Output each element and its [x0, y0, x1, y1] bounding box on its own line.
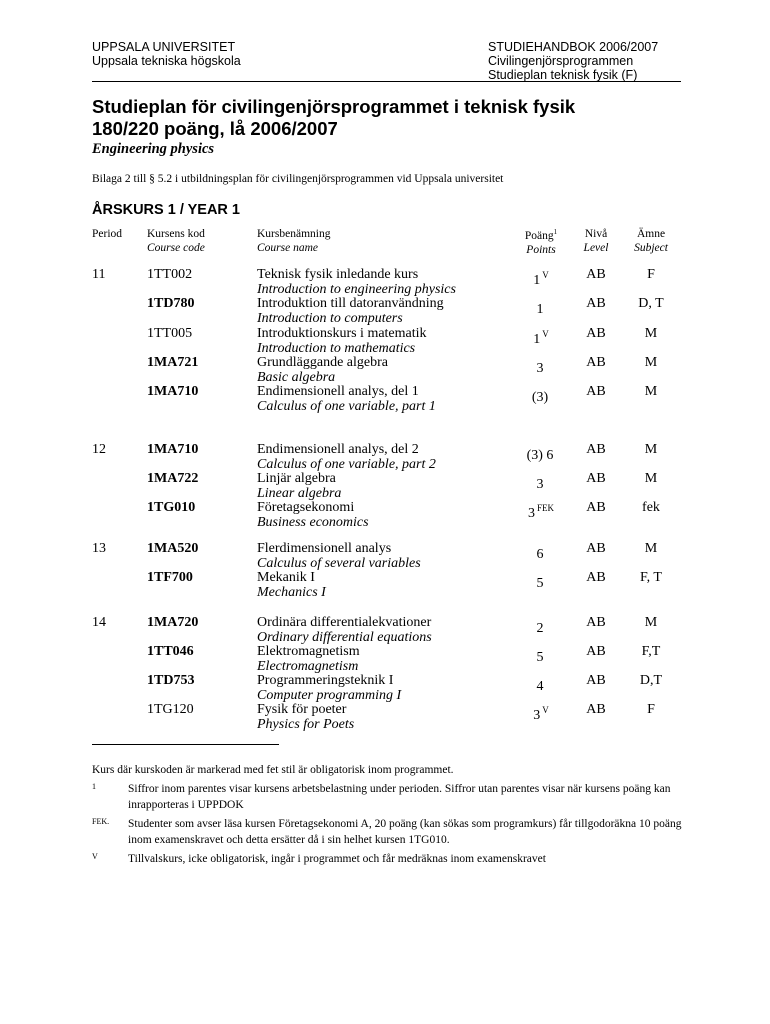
col-points-label-en: Points — [526, 243, 556, 256]
course-subject: M — [644, 442, 658, 457]
handbook-title: STUDIEHANDBOK 2006/2007 — [488, 40, 659, 54]
course-name-en: Business economics — [257, 514, 369, 530]
course-name-sv: Flerdimensionell analys — [257, 541, 392, 556]
footnote-text: Studenter som avser läsa kursen Företagsekonomi A, 20 poäng (kan sökas som programkurs) får tillgodoräkna 10 poäng inom examenskravet och detta ersätter då i sin helhet kursen 1TG010. — [128, 818, 682, 846]
course-name — [257, 645, 517, 675]
col-header-code — [147, 227, 205, 255]
header-left — [92, 40, 241, 68]
course-name-en: Introduction to mathematics — [257, 340, 416, 356]
course-code: 1TD753 — [147, 673, 195, 688]
course-code: 1MA710 — [147, 384, 199, 399]
course-name-sv: Teknisk fysik inledande kurs — [257, 267, 419, 282]
footnote-text: Siffror inom parentes visar kursens arbetsbelastning under perioden. Siffror utan parentes visar när kursens poäng kan inrapporteras i UPPDOK — [128, 783, 671, 811]
course-level: AB — [586, 471, 606, 486]
program-name: Civilingenjörsprogrammen — [488, 54, 634, 68]
col-subject-label-sv: Ämne — [636, 228, 666, 240]
course-points-value: 3 — [536, 361, 544, 376]
course-level: AB — [586, 702, 606, 717]
course-name — [257, 472, 517, 502]
col-points-label-sv — [505, 225, 577, 243]
course-name — [257, 501, 517, 531]
course-code: 1MA721 — [147, 355, 199, 370]
course-name-en: Basic algebra — [257, 369, 336, 385]
course-points-value: 5 — [536, 576, 544, 591]
course-name-sv: Linjär algebra — [257, 471, 336, 486]
course-level: AB — [586, 541, 606, 556]
title-line-2: 180/220 poäng, lå 2006/2007 — [92, 118, 338, 139]
course-code: 1TT002 — [147, 267, 193, 282]
footnote-item — [92, 851, 682, 867]
course-name-en: Introduction to computers — [257, 310, 403, 326]
course-level: AB — [586, 615, 606, 630]
course-name-sv: Programmeringsteknik I — [257, 673, 394, 688]
col-header-name — [257, 227, 330, 255]
course-points-value: 1 — [533, 332, 541, 347]
course-points-value: 1 — [536, 302, 544, 317]
header-right — [488, 40, 658, 82]
course-name — [257, 703, 517, 733]
col-level-label-en: Level — [583, 242, 609, 254]
course-period: 14 — [92, 615, 106, 630]
course-name-en: Electromagnetism — [257, 658, 359, 674]
university-name: UPPSALA UNIVERSITET — [92, 40, 236, 54]
course-code: 1TT005 — [147, 326, 193, 341]
course-points-value: 2 — [536, 621, 544, 636]
course-points — [505, 356, 577, 377]
col-header-points — [505, 225, 577, 257]
course-code: 1TG010 — [147, 500, 196, 515]
col-points-text: Poäng — [524, 229, 554, 242]
plan-name: Studieplan teknisk fysik (F) — [488, 68, 638, 82]
col-header-subject — [625, 227, 677, 255]
course-name-en: Calculus of several variables — [257, 555, 421, 571]
course-code: 1MA722 — [147, 471, 199, 486]
course-level: AB — [586, 267, 606, 282]
course-points — [505, 268, 577, 289]
course-code: 1TG120 — [147, 702, 194, 717]
col-name-label-sv: Kursbenämning — [257, 228, 331, 240]
course-points — [505, 674, 577, 695]
col-points-footnote-mark: 1 — [553, 228, 558, 236]
course-points-value: (3) 6 — [526, 448, 554, 463]
course-code: 1MA520 — [147, 541, 199, 556]
col-code-label-en: Course code — [147, 242, 205, 254]
course-subject: M — [644, 615, 658, 630]
course-points — [505, 443, 577, 464]
course-name-sv: Ordinära differentialekvationer — [257, 615, 432, 630]
course-level: AB — [586, 644, 606, 659]
col-level-label-sv: Nivå — [584, 228, 608, 240]
course-name-sv: Endimensionell analys, del 2 — [257, 442, 419, 457]
course-points-value: 3 — [533, 708, 541, 723]
course-name-sv: Fysik för poeter — [257, 702, 347, 717]
footnote-rule — [92, 744, 279, 745]
course-name — [257, 443, 517, 473]
course-code: 1TF700 — [147, 570, 193, 585]
footnote-list — [92, 781, 682, 867]
footnote-text: Tillvalskurs, icke obligatorisk, ingår i programmet och får medräknas inom examenskravet — [128, 853, 546, 865]
course-name — [257, 674, 517, 704]
course-points-value: 3 — [527, 506, 535, 521]
course-name-en: Calculus of one variable, part 1 — [257, 398, 436, 414]
course-name — [257, 571, 517, 601]
course-points — [505, 542, 577, 563]
course-points — [505, 327, 577, 348]
course-subject: M — [644, 384, 658, 399]
course-name-en: Calculus of one variable, part 2 — [257, 456, 436, 472]
course-points-value: 4 — [536, 679, 544, 694]
course-points-value: 1 — [533, 273, 541, 288]
course-name-sv: Grundläggande algebra — [257, 355, 388, 370]
school-name: Uppsala tekniska högskola — [92, 54, 241, 68]
course-subject: F, T — [640, 570, 662, 585]
course-level: AB — [586, 326, 606, 341]
course-subject: D,T — [639, 673, 663, 688]
course-subject: F — [647, 702, 655, 717]
col-header-level — [575, 227, 617, 255]
course-subject: M — [644, 541, 658, 556]
course-subject: M — [644, 355, 658, 370]
col-name-label-en: Course name — [257, 242, 319, 254]
course-points — [505, 472, 577, 493]
course-points-value: (3) — [531, 390, 549, 405]
course-subject: F,T — [641, 644, 661, 659]
footnotes — [92, 762, 682, 867]
course-points — [505, 501, 577, 522]
col-period-label: Period — [92, 228, 123, 240]
course-points-value: 3 — [536, 477, 544, 492]
course-name-en: Introduction to engineering physics — [257, 281, 456, 297]
page-subtitle: Engineering physics — [92, 141, 215, 157]
course-subject: M — [644, 326, 658, 341]
col-subject-label-en: Subject — [634, 242, 668, 254]
course-subject: fek — [642, 500, 660, 515]
course-period: 13 — [92, 541, 106, 556]
course-points — [505, 703, 577, 724]
course-name — [257, 297, 517, 327]
title-line-1: Studieplan för civilingenjörsprogrammet i teknisk fysik — [92, 96, 576, 117]
course-points-value: 5 — [536, 650, 544, 665]
course-subject: F — [647, 267, 655, 282]
bilaga-reference: Bilaga 2 till § 5.2 i utbildningsplan för civilingenjörsprogrammen vid Uppsala universitet — [92, 173, 504, 185]
course-name — [257, 616, 517, 646]
course-level: AB — [586, 355, 606, 370]
course-code: 1MA710 — [147, 442, 199, 457]
course-period: 11 — [92, 267, 106, 282]
course-name-en: Mechanics I — [257, 584, 326, 600]
course-code: 1TT046 — [147, 644, 194, 659]
course-points — [505, 297, 577, 318]
course-points — [505, 645, 577, 666]
course-points-mark: V — [542, 705, 549, 715]
course-level: AB — [586, 673, 606, 688]
course-level: AB — [586, 500, 606, 515]
footnote-item — [92, 781, 682, 813]
course-name-sv: Endimensionell analys, del 1 — [257, 384, 419, 399]
course-points-value: 6 — [536, 547, 544, 562]
course-level: AB — [586, 296, 606, 311]
col-header-period — [92, 227, 122, 241]
course-points-mark: FEK — [536, 503, 554, 513]
year-heading: ÅRSKURS 1 / YEAR 1 — [92, 202, 240, 218]
course-level: AB — [586, 570, 606, 585]
course-name-sv: Företagsekonomi — [257, 500, 355, 515]
course-points — [505, 616, 577, 637]
footnote-item — [92, 816, 682, 848]
footnote-symbol: FEK. — [92, 817, 110, 826]
course-name-en: Physics for Poets — [257, 716, 355, 732]
course-code: 1TD780 — [147, 296, 195, 311]
course-name-sv: Elektromagnetism — [257, 644, 360, 659]
footnote-intro: Kurs där kurskoden är markerad med fet stil är obligatorisk inom programmet. — [92, 764, 454, 776]
course-name — [257, 542, 517, 572]
course-name — [257, 327, 517, 357]
course-name-sv: Introduktionskurs i matematik — [257, 326, 427, 341]
page-title — [92, 96, 692, 140]
course-period: 12 — [92, 442, 106, 457]
course-name-en: Computer programming I — [257, 687, 402, 703]
course-code: 1MA720 — [147, 615, 199, 630]
course-name — [257, 385, 517, 415]
header-rule — [92, 81, 681, 82]
course-subject: D, T — [638, 296, 664, 311]
course-level: AB — [586, 384, 606, 399]
footnote-symbol: V — [92, 852, 98, 861]
course-name — [257, 356, 517, 386]
course-level: AB — [586, 442, 606, 457]
course-points — [505, 571, 577, 592]
footnote-symbol: 1 — [92, 782, 96, 791]
course-name-en: Ordinary differential equations — [257, 629, 432, 645]
course-name-sv: Introduktion till datoranvändning — [257, 296, 444, 311]
course-points-mark: V — [542, 329, 549, 339]
course-subject: M — [644, 471, 658, 486]
course-points-mark: V — [542, 270, 549, 280]
course-name-sv: Mekanik I — [257, 570, 315, 585]
col-code-label-sv: Kursens kod — [147, 228, 205, 240]
course-name — [257, 268, 517, 298]
course-points — [505, 385, 577, 406]
course-name-en: Linear algebra — [257, 485, 342, 501]
